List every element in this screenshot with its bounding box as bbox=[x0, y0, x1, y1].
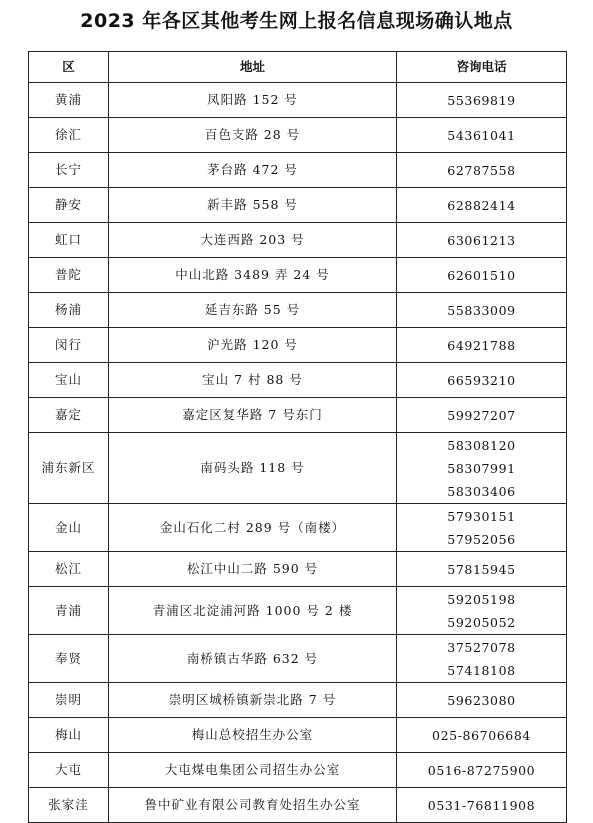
phone-number: 58308120 bbox=[447, 437, 516, 453]
phone-number: 64921788 bbox=[447, 337, 516, 353]
phone-cell bbox=[397, 753, 567, 788]
district-cell: 青浦 bbox=[29, 587, 109, 635]
district-cell: 浦东新区 bbox=[29, 433, 109, 504]
address-cell: 嘉定区复华路 7 号东门 bbox=[109, 398, 397, 433]
phone-number: 57952056 bbox=[447, 531, 516, 547]
district-cell: 金山 bbox=[29, 504, 109, 552]
address-cell: 大屯煤电集团公司招生办公室 bbox=[109, 753, 397, 788]
phone-number: 58307991 bbox=[447, 460, 516, 476]
phone-cell bbox=[397, 552, 567, 587]
district-cell: 闵行 bbox=[29, 328, 109, 363]
phone-number: 58303406 bbox=[447, 483, 516, 499]
address-cell: 宝山 7 村 88 号 bbox=[109, 363, 397, 398]
header-address: 地址 bbox=[109, 52, 397, 83]
header-phone: 咨询电话 bbox=[397, 52, 567, 83]
phone-cell bbox=[397, 587, 567, 635]
phone-number: 55369819 bbox=[447, 92, 516, 108]
phone-number: 55833009 bbox=[447, 302, 516, 318]
phone-cell bbox=[397, 83, 567, 118]
table-row bbox=[29, 188, 567, 223]
phone-number: 0516-87275900 bbox=[427, 762, 536, 778]
phone-number: 57815945 bbox=[447, 561, 516, 577]
table-row bbox=[29, 293, 567, 328]
phone-cell bbox=[397, 635, 567, 683]
address-cell: 南桥镇古华路 632 号 bbox=[109, 635, 397, 683]
table-row bbox=[29, 587, 567, 635]
table-row bbox=[29, 328, 567, 363]
phone-number: 0531-76811908 bbox=[427, 797, 536, 813]
phone-cell bbox=[397, 258, 567, 293]
phone-number: 54361041 bbox=[447, 127, 516, 143]
table-row bbox=[29, 363, 567, 398]
address-cell: 梅山总校招生办公室 bbox=[109, 718, 397, 753]
phone-number: 59927207 bbox=[447, 407, 516, 423]
address-cell: 延吉东路 55 号 bbox=[109, 293, 397, 328]
phone-number: 57930151 bbox=[447, 508, 516, 524]
phone-cell bbox=[397, 328, 567, 363]
page-title: 2023 年各区其他考生网上报名信息现场确认地点 bbox=[80, 10, 513, 32]
table-row bbox=[29, 433, 567, 504]
phone-cell bbox=[397, 504, 567, 552]
address-cell: 崇明区城桥镇新崇北路 7 号 bbox=[109, 683, 397, 718]
district-cell: 长宁 bbox=[29, 153, 109, 188]
district-cell: 崇明 bbox=[29, 683, 109, 718]
table-header-row bbox=[29, 52, 567, 83]
district-cell: 张家洼 bbox=[29, 788, 109, 823]
phone-number: 59623080 bbox=[447, 692, 516, 708]
phone-cell bbox=[397, 153, 567, 188]
address-cell: 松江中山二路 590 号 bbox=[109, 552, 397, 587]
district-cell: 大屯 bbox=[29, 753, 109, 788]
phone-number: 59205052 bbox=[447, 614, 516, 630]
phone-cell bbox=[397, 788, 567, 823]
district-cell: 静安 bbox=[29, 188, 109, 223]
table-row bbox=[29, 683, 567, 718]
header-district: 区 bbox=[29, 52, 109, 83]
address-cell: 中山北路 3489 弄 24 号 bbox=[109, 258, 397, 293]
phone-cell bbox=[397, 223, 567, 258]
address-cell: 沪光路 120 号 bbox=[109, 328, 397, 363]
address-cell: 青浦区北淀浦河路 1000 号 2 楼 bbox=[109, 587, 397, 635]
table-row bbox=[29, 718, 567, 753]
district-cell: 普陀 bbox=[29, 258, 109, 293]
phone-number: 025-86706684 bbox=[432, 727, 531, 743]
district-cell: 奉贤 bbox=[29, 635, 109, 683]
district-cell: 松江 bbox=[29, 552, 109, 587]
table-row bbox=[29, 635, 567, 683]
phone-number: 62882414 bbox=[447, 197, 516, 213]
phone-cell bbox=[397, 433, 567, 504]
phone-number: 66593210 bbox=[447, 372, 516, 388]
district-cell: 嘉定 bbox=[29, 398, 109, 433]
address-cell: 百色支路 28 号 bbox=[109, 118, 397, 153]
phone-number: 62601510 bbox=[447, 267, 516, 283]
phone-number: 63061213 bbox=[447, 232, 516, 248]
address-cell: 南码头路 118 号 bbox=[109, 433, 397, 504]
district-cell: 梅山 bbox=[29, 718, 109, 753]
phone-cell bbox=[397, 118, 567, 153]
district-cell: 虹口 bbox=[29, 223, 109, 258]
table-row bbox=[29, 153, 567, 188]
locations-table bbox=[28, 51, 567, 823]
phone-cell bbox=[397, 683, 567, 718]
phone-number: 62787558 bbox=[447, 162, 516, 178]
table-row bbox=[29, 398, 567, 433]
phone-cell bbox=[397, 718, 567, 753]
district-cell: 徐汇 bbox=[29, 118, 109, 153]
table-row bbox=[29, 788, 567, 823]
district-cell: 杨浦 bbox=[29, 293, 109, 328]
table-row bbox=[29, 118, 567, 153]
phone-number: 37527078 bbox=[447, 639, 516, 655]
phone-cell bbox=[397, 363, 567, 398]
address-cell: 大连西路 203 号 bbox=[109, 223, 397, 258]
phone-cell bbox=[397, 398, 567, 433]
phone-number: 59205198 bbox=[447, 591, 516, 607]
phone-cell bbox=[397, 293, 567, 328]
table-row bbox=[29, 223, 567, 258]
address-cell: 金山石化二村 289 号（南楼） bbox=[109, 504, 397, 552]
table-row bbox=[29, 753, 567, 788]
table-row bbox=[29, 83, 567, 118]
table-body bbox=[29, 83, 567, 823]
table-row bbox=[29, 258, 567, 293]
phone-cell bbox=[397, 188, 567, 223]
district-cell: 宝山 bbox=[29, 363, 109, 398]
address-cell: 鲁中矿业有限公司教育处招生办公室 bbox=[109, 788, 397, 823]
district-cell: 黄浦 bbox=[29, 83, 109, 118]
phone-number: 57418108 bbox=[447, 662, 516, 678]
address-cell: 茅台路 472 号 bbox=[109, 153, 397, 188]
address-cell: 新丰路 558 号 bbox=[109, 188, 397, 223]
table-row bbox=[29, 552, 567, 587]
address-cell: 凤阳路 152 号 bbox=[109, 83, 397, 118]
table-row bbox=[29, 504, 567, 552]
